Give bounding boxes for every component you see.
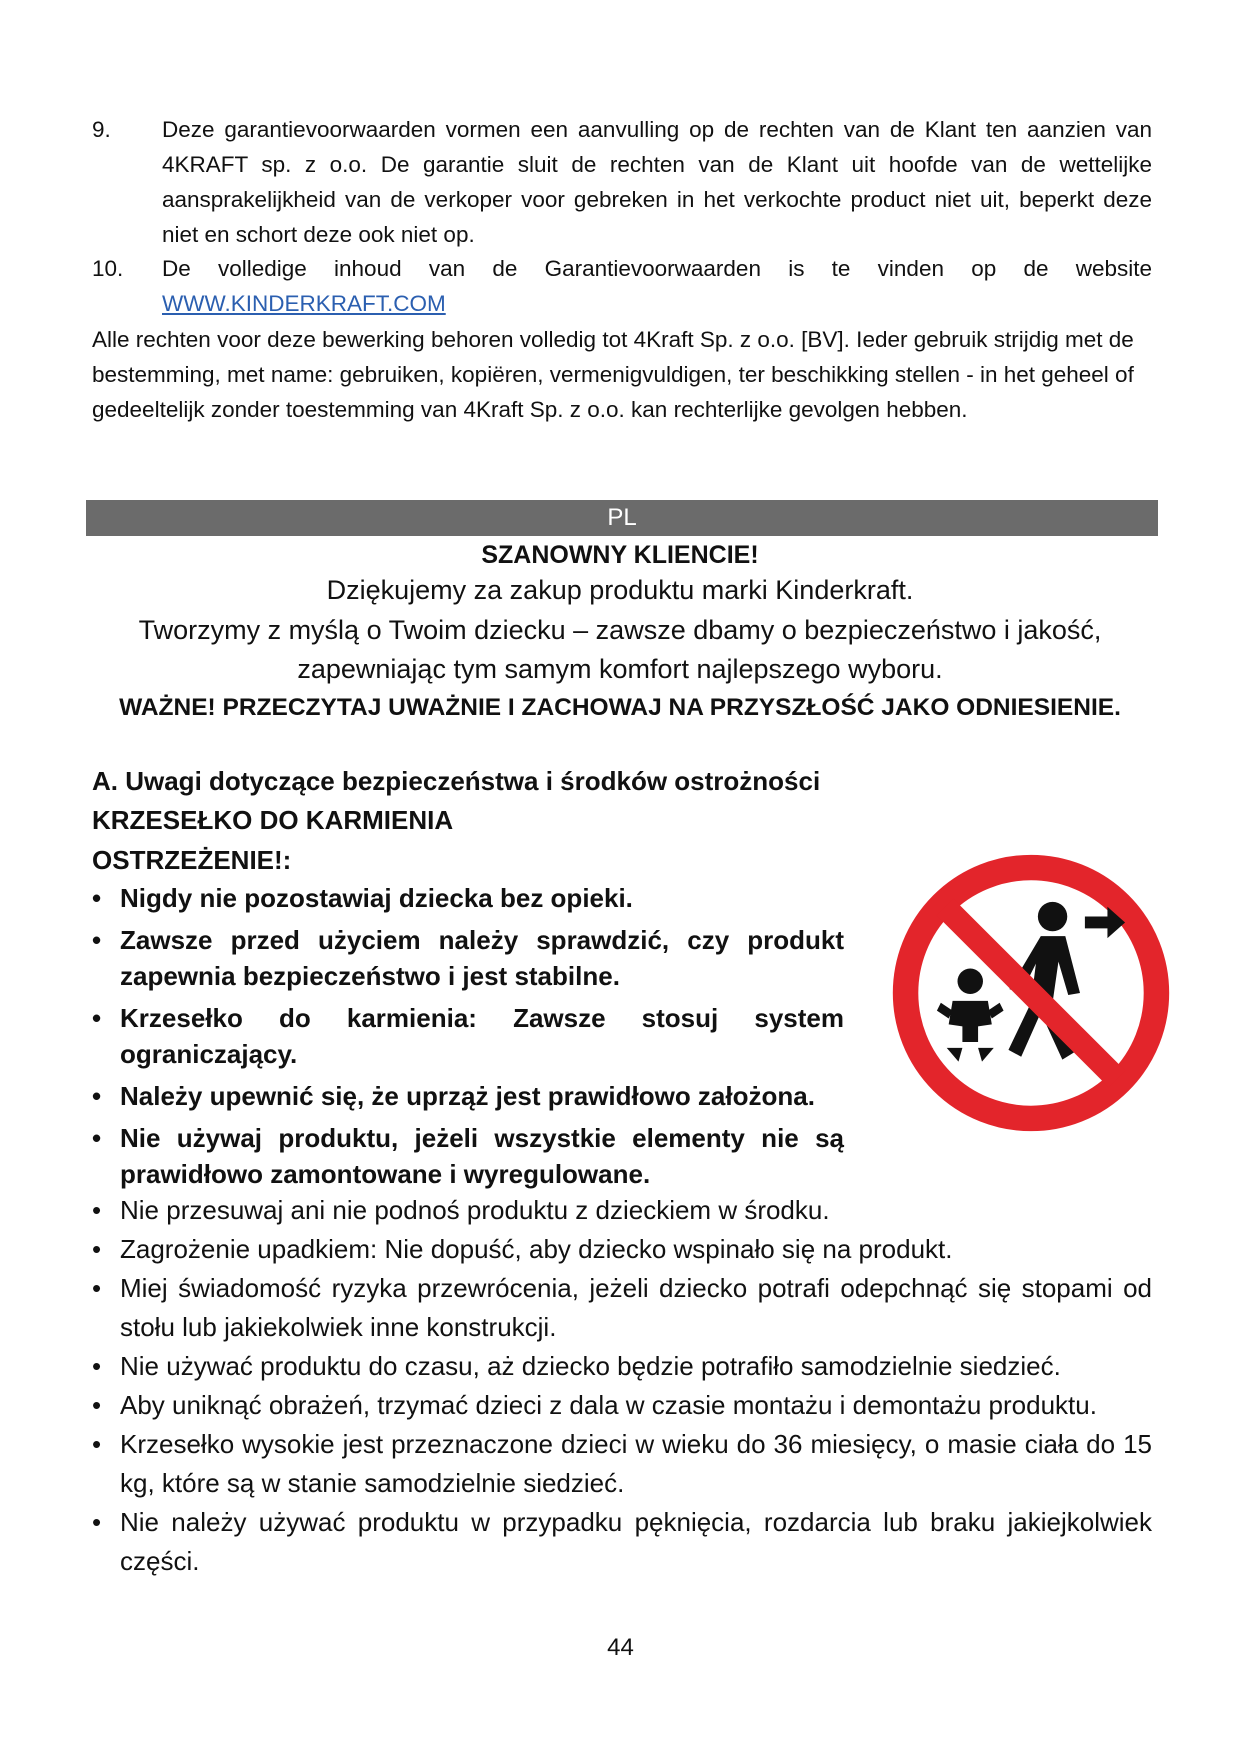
list-item: • Zawsze przed użyciem należy sprawdzić, czy produkt zapewnia bezpieczeństwo i jest stabilne.	[92, 922, 844, 994]
greeting-title: SZANOWNY KLIENCIE!	[481, 541, 759, 569]
important-notice: WAŻNE! PRZECZYTAJ UWAŻNIE I ZACHOWAJ NA PRZYSZŁOŚĆ JAKO ODNIESIENIE.	[119, 694, 1121, 721]
item-number: 10.	[92, 256, 124, 281]
item-text: Deze garantievoorwaarden vormen een aanvulling op de rechten van de Klant ten aanzien van 4KRAFT sp. z o.o. De garantie sluit de rechten van de Klant uit hoofde van de wettelijke aansprakelijkheid van de verkoper voor gebreken in het verkochte product niet uit, beperkt deze niet en schort deze ook niet op.	[162, 117, 1152, 247]
item-text: De volledige inhoud van de Garantievoorwaarden is te vinden op de website	[162, 256, 1152, 281]
list-item: • Należy upewnić się, że uprząż jest prawidłowo założona.	[92, 1078, 844, 1114]
greeting-line: Tworzymy z myślą o Twoim dziecku – zawsze dbamy o bezpieczeństwo i jakość,	[138, 615, 1102, 645]
list-item: • Krzesełko wysokie jest przeznaczone dzieci w wieku do 36 miesięcy, o masie ciała do 15 kg, które są w stanie samodzielnie siedzieć.	[92, 1425, 1152, 1503]
warranty-item-10	[92, 251, 1152, 321]
warning-list	[92, 880, 844, 1198]
warning-label: OSTRZEŻENIE!:	[92, 845, 292, 875]
item-number: 9.	[92, 117, 111, 142]
list-item: • Nie przesuwaj ani nie podnoś produktu z dzieckiem w środku.	[92, 1191, 1152, 1230]
language-bar: PL	[86, 500, 1158, 536]
list-item: • Nie używać produktu do czasu, aż dziecko będzie potrafiło samodzielnie siedzieć.	[92, 1347, 1152, 1386]
list-item: • Krzesełko do karmienia: Zawsze stosuj system ograniczający.	[92, 1000, 844, 1072]
rights-notice: Alle rechten voor deze bewerking behoren volledig tot 4Kraft Sp. z o.o. [BV]. Ieder gebruik strijdig met de bestemming, met name: gebruiken, kopiëren, vermenigvuldigen, ter beschikking stellen - in het geheel of gedeeltelijk zonder toestemming van 4Kraft Sp. z o.o. kan rechterlijke gevolgen hebben.	[92, 327, 1134, 422]
list-item: • Miej świadomość ryzyka przewrócenia, jeżeli dziecko potrafi odepchnąć się stopami od stołu lub jakiekolwiek inne konstrukcji.	[92, 1269, 1152, 1347]
list-item: • Nigdy nie pozostawiaj dziecka bez opieki.	[92, 880, 844, 916]
list-item: • Zagrożenie upadkiem: Nie dopuść, aby dziecko wspinało się na produkt.	[92, 1230, 1152, 1269]
list-item: • Nie używaj produktu, jeżeli wszystkie elementy nie są prawidłowo zamontowane i wyregulowane.	[92, 1120, 844, 1192]
section-heading: A. Uwagi dotyczące bezpieczeństwa i środków ostrożności	[92, 766, 821, 796]
greeting-line: zapewniając tym samym komfort najlepszego wyboru.	[297, 654, 943, 684]
no-leaving-child-unattended-icon	[884, 846, 1178, 1140]
warranty-item-9	[92, 112, 1152, 252]
product-name: KRZESEŁKO DO KARMIENIA	[92, 805, 454, 835]
website-link[interactable]: WWW.KINDERKRAFT.COM	[162, 291, 446, 316]
greeting-line: Dziękujemy za zakup produktu marki Kinderkraft.	[326, 575, 914, 605]
safety-list	[92, 1191, 1152, 1581]
list-item: • Aby uniknąć obrażeń, trzymać dzieci z dala w czasie montażu i demontażu produktu.	[92, 1386, 1152, 1425]
list-item: • Nie należy używać produktu w przypadku pęknięcia, rozdarcia lub braku jakiejkolwiek części.	[92, 1503, 1152, 1581]
page-number: 44	[607, 1634, 634, 1661]
